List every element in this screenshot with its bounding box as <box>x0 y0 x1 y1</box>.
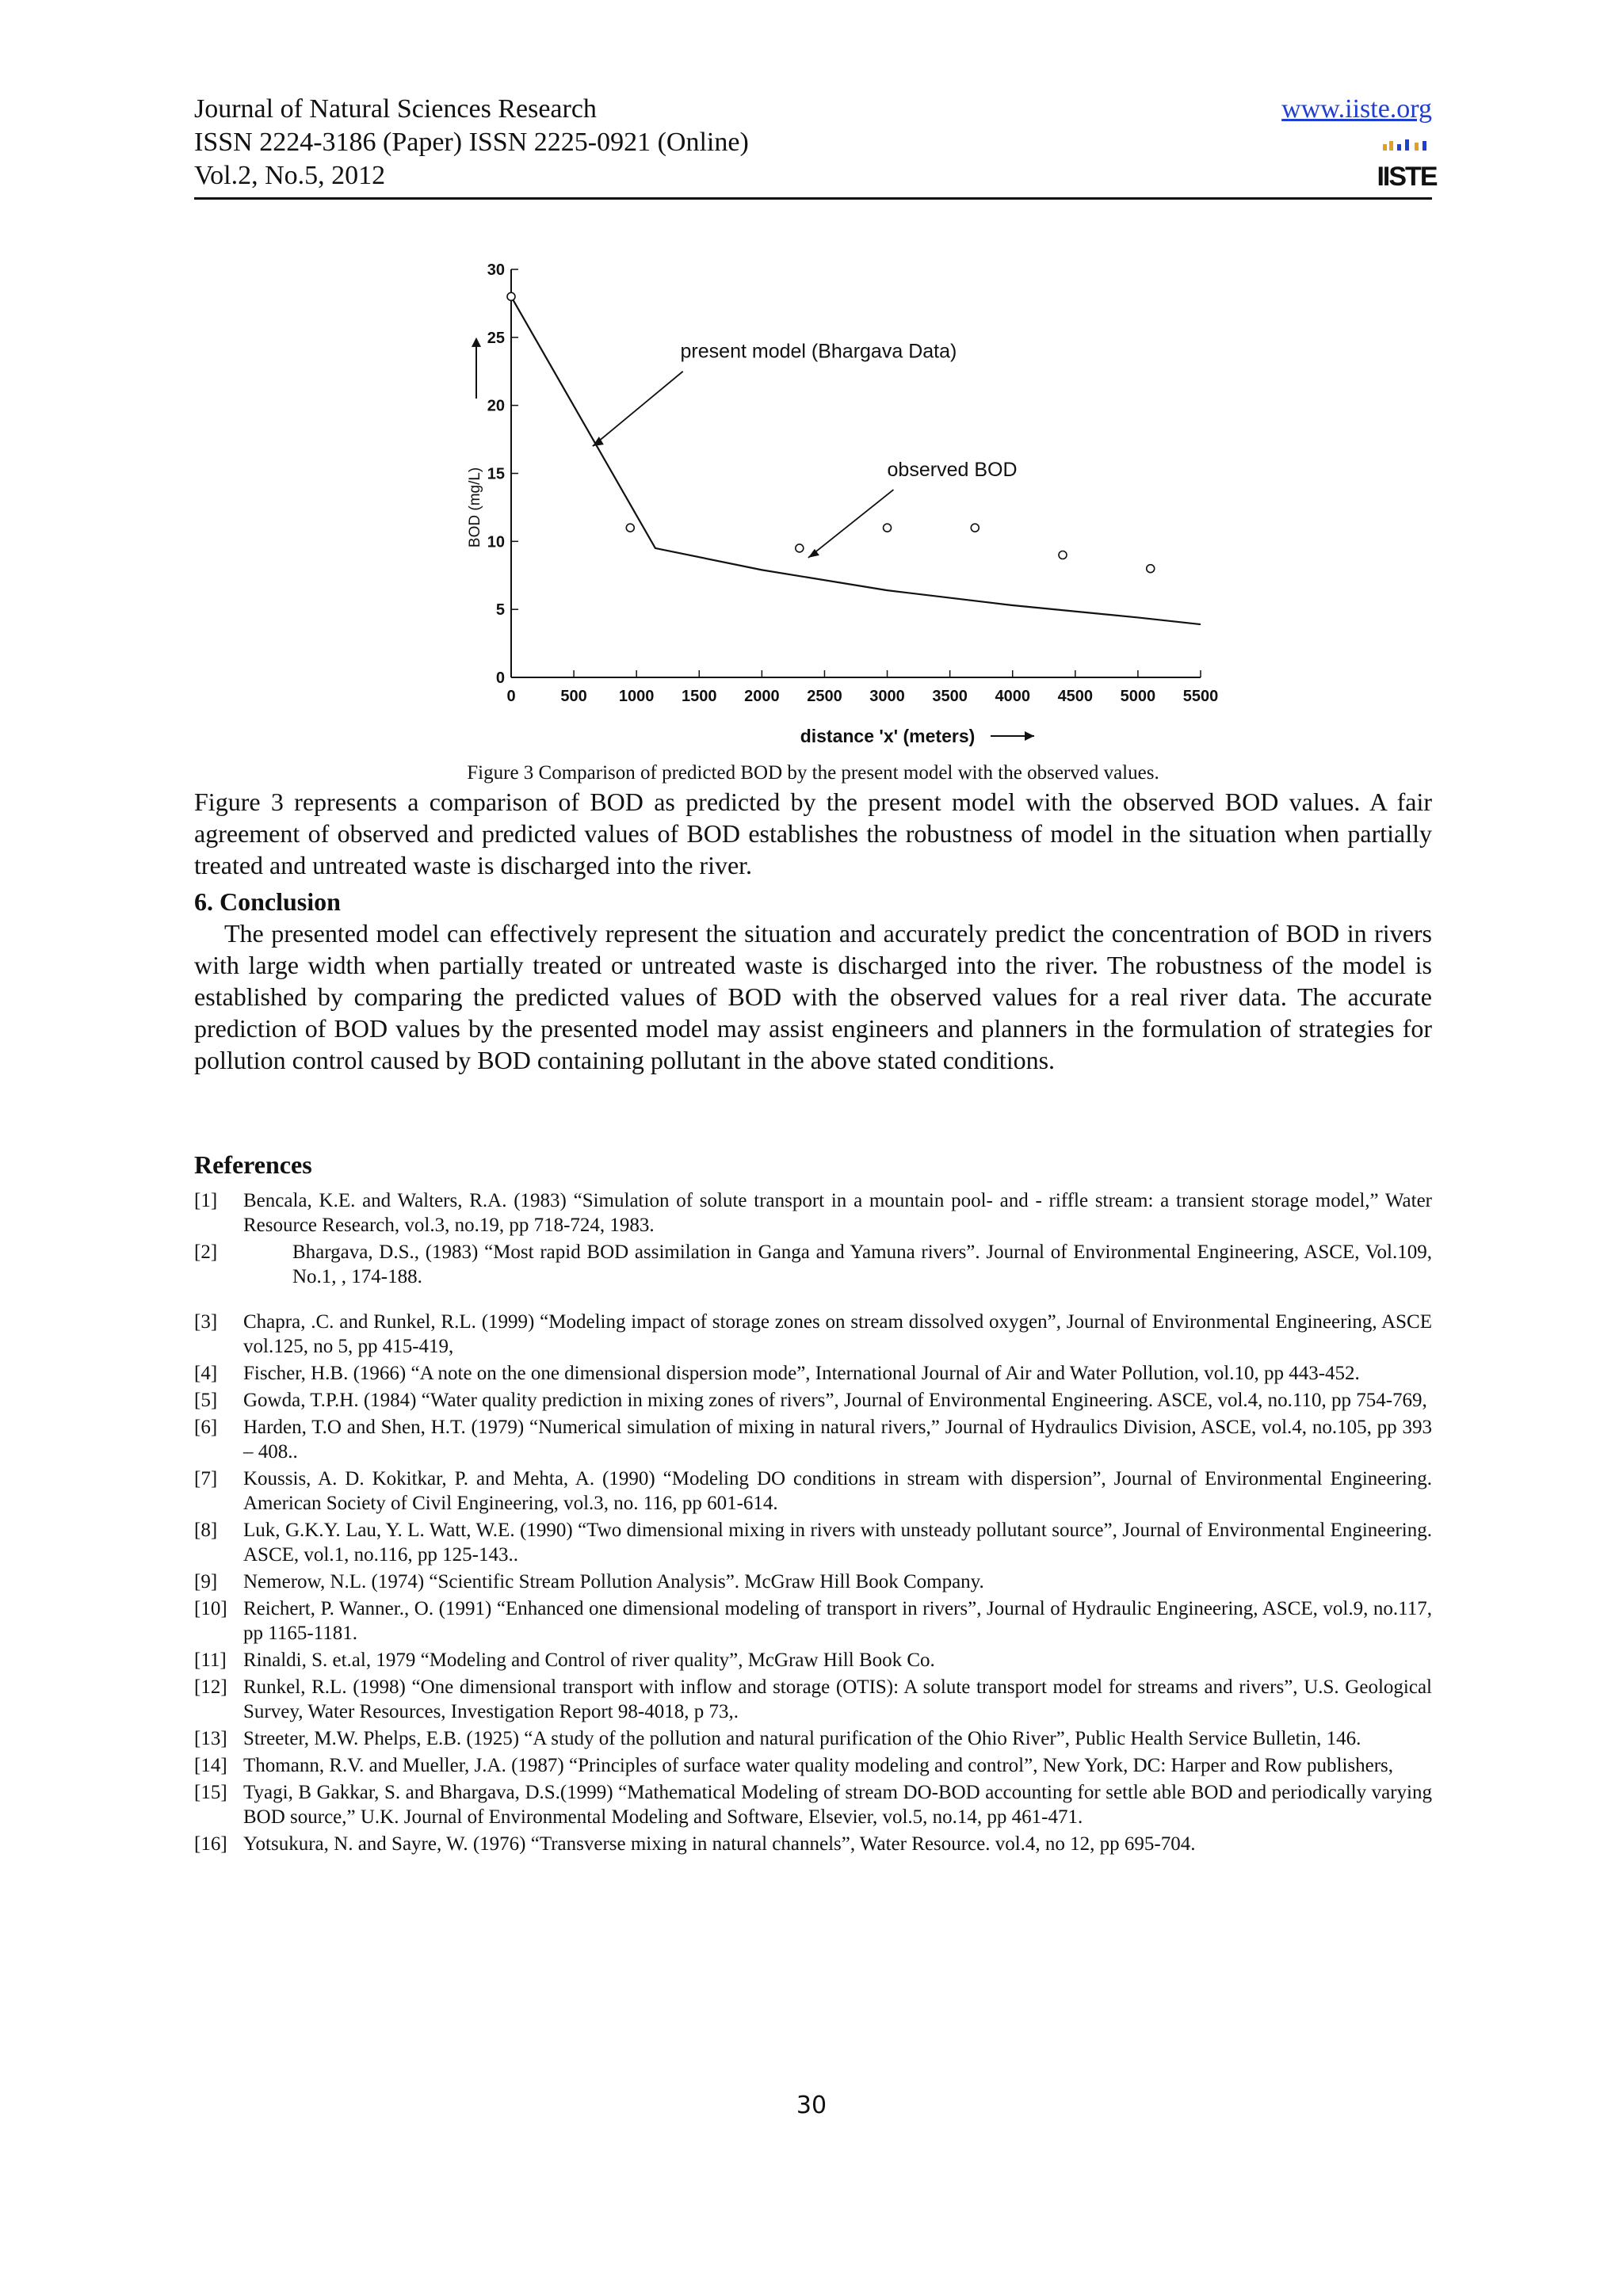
annotation-model-arrow <box>593 372 683 446</box>
y-tick-label: 10 <box>487 533 505 551</box>
x-tick-label: 3500 <box>932 688 968 705</box>
page-header <box>194 93 1437 196</box>
reference-text: Gowda, T.P.H. (1984) “Water quality prediction in mixing zones of rivers”, Journal of Environmental Engineering. ASCE, vol.4, no.110, pp 754-769, <box>243 1390 1427 1411</box>
reference-number: [4] <box>194 1363 218 1384</box>
reference-item <box>194 1240 1432 1289</box>
observed-point <box>1147 565 1155 573</box>
reference-text: Luk, G.K.Y. Lau, Y. L. Watt, W.E. (1990) “Two dimensional mixing in rivers with unsteady pollutant source”, Journal of Environmental Engineering. ASCE, vol.1, no.116, pp 125-143.. <box>243 1520 1432 1566</box>
volume-line: Vol.2, No.5, 2012 <box>194 161 386 190</box>
annotation-observed: observed BOD <box>887 458 1018 481</box>
y-tick-label: 0 <box>495 669 505 687</box>
reference-number: [5] <box>194 1390 218 1411</box>
conclusion-paragraph: The presented model can effectively represent the situation and accurately predict the concentration of BOD in rivers with large width when partially treated or untreated waste is discharged into the river. The robustness of the model is established by comparing the predicted values of BOD with the observed values for a real river data. The accurate prediction of BOD values by the presented model may assist engineers and planners in the formulation of strategies for pollution control caused by BOD containing pollutant in the above stated conditions. <box>194 919 1432 1074</box>
reference-number: [10] <box>194 1598 227 1619</box>
reference-item <box>194 1188 1432 1238</box>
x-tick-label: 2500 <box>807 688 842 705</box>
x-axis-arrowhead <box>1025 731 1034 741</box>
x-tick-label: 1500 <box>682 688 717 705</box>
x-axis-label: distance 'x' (meters) <box>800 726 976 746</box>
section-heading: 6. Conclusion <box>194 887 341 916</box>
reference-text: Tyagi, B Gakkar, S. and Bhargava, D.S.(1999) “Mathematical Modeling of stream DO-BOD accounting for settle able BOD and periodically varying BOD source,” U.K. Journal of Environmental Modeling and Software, Elsevier, vol.5, no.14, pp 461-471. <box>243 1782 1432 1828</box>
reference-list <box>194 1188 1432 1859</box>
reference-item <box>194 1518 1432 1567</box>
header-rule <box>194 197 1432 200</box>
reference-number: [16] <box>194 1833 227 1855</box>
reference-item <box>194 1675 1432 1724</box>
reference-text: Rinaldi, S. et.al, 1979 “Modeling and Control of river quality”, McGraw Hill Book Co. <box>243 1650 935 1671</box>
observed-point <box>971 524 979 532</box>
reference-item <box>194 1361 1432 1386</box>
page-number: 30 <box>796 2092 827 2119</box>
x-tick-label: 5500 <box>1182 688 1219 705</box>
observed-point <box>507 292 515 300</box>
y-axis-label: BOD (mg/L) <box>467 467 483 548</box>
y-tick-label: 5 <box>495 601 505 620</box>
y-axis-arrowhead <box>472 338 481 347</box>
observed-point <box>884 524 892 532</box>
annotation-observed-arrow <box>808 490 894 558</box>
reference-number: [2] <box>194 1241 218 1263</box>
y-tick-label: 30 <box>487 261 505 279</box>
reference-item <box>194 1753 1432 1778</box>
reference-text: Koussis, A. D. Kokitkar, P. and Mehta, A. (1990) “Modeling DO conditions in stream with dispersion”, Journal of Environmental Engineering. American Society of Civil Engineering, vol.3, no. 116, pp 601-614. <box>243 1468 1432 1514</box>
svg-text:IISTE: IISTE <box>1377 162 1437 192</box>
reference-number: [1] <box>194 1190 218 1211</box>
reference-number: [11] <box>194 1650 227 1671</box>
reference-item <box>194 1466 1432 1516</box>
reference-text: Runkel, R.L. (1998) “One dimensional transport with inflow and storage (OTIS): A solute transport model for streams and rivers”, U.S. Geological Survey, Water Resources, Investigation Report 98-4018, p 73,. <box>243 1676 1432 1722</box>
reference-item <box>194 1648 1432 1672</box>
x-tick-label: 0 <box>506 688 516 705</box>
reference-number: [3] <box>194 1311 218 1333</box>
reference-item <box>194 1310 1432 1359</box>
reference-item <box>194 1726 1432 1751</box>
x-tick-label: 4500 <box>1057 688 1094 705</box>
x-tick-label: 500 <box>560 688 587 705</box>
reference-number: [14] <box>194 1755 227 1776</box>
x-tick-label: 4000 <box>995 688 1030 705</box>
x-tick-label: 3000 <box>869 688 905 705</box>
chart-axes <box>511 269 1201 677</box>
reference-text: Reichert, P. Wanner., O. (1991) “Enhanced one dimensional modeling of transport in rivers”, Journal of Hydraulic Engineering, ASCE, vol.9, no.117, pp 1165-1181. <box>243 1598 1432 1644</box>
reference-number: [12] <box>194 1676 227 1698</box>
reference-item <box>194 1569 1432 1594</box>
journal-name: Journal of Natural Sciences Research <box>194 94 597 124</box>
reference-text: Bencala, K.E. and Walters, R.A. (1983) “Simulation of solute transport in a mountain pool- and - riffle stream: a transient storage model,” Water Resource Research, vol.3, no.19, pp 718-724, 1983. <box>243 1190 1432 1236</box>
reference-item <box>194 1388 1432 1413</box>
observed-point <box>1059 551 1067 559</box>
reference-text: Chapra, .C. and Runkel, R.L. (1999) “Modeling impact of storage zones on stream dissolved oxygen”, Journal of Environmental Engineering, ASCE vol.125, no 5, pp 415-419, <box>243 1311 1432 1357</box>
reference-text: Bhargava, D.S., (1983) “Most rapid BOD assimilation in Ganga and Yamuna rivers”. Journal of Environmental Engineering, ASCE, Vol.109, No.1, , 174-188. <box>292 1241 1432 1287</box>
y-tick-label: 25 <box>487 329 505 347</box>
x-tick-label: 2000 <box>744 688 780 705</box>
reference-number: [7] <box>194 1468 218 1489</box>
issn-line: ISSN 2224-3186 (Paper) ISSN 2225-0921 (Online) <box>194 128 749 157</box>
reference-item <box>194 1596 1432 1646</box>
reference-number: [9] <box>194 1571 218 1592</box>
reference-text: Harden, T.O and Shen, H.T. (1979) “Numerical simulation of mixing in natural rivers,” Journal of Hydraulics Division, ASCE, vol.4, no.105, pp 393 – 408.. <box>243 1417 1432 1463</box>
reference-item <box>194 1780 1432 1829</box>
reference-text: Nemerow, N.L. (1974) “Scientific Stream Pollution Analysis”. McGraw Hill Book Company. <box>243 1571 984 1592</box>
observed-point <box>626 524 634 532</box>
y-tick-label: 15 <box>487 465 505 483</box>
reference-item <box>194 1415 1432 1464</box>
references-heading: References <box>194 1150 312 1179</box>
x-tick-label: 5000 <box>1120 688 1156 705</box>
reference-item <box>194 1832 1432 1856</box>
reference-text: Yotsukura, N. and Sayre, W. (1976) “Transverse mixing in natural channels”, Water Resource. vol.4, no 12, pp 695-704. <box>243 1833 1196 1855</box>
reference-text: Fischer, H.B. (1966) “A note on the one dimensional dispersion mode”, International Journal of Air and Water Pollution, vol.10, pp 443-452. <box>243 1363 1360 1384</box>
reference-text: Thomann, R.V. and Mueller, J.A. (1987) “Principles of surface water quality modeling and control”, New York, DC: Harper and Row publishers, <box>243 1755 1394 1776</box>
reference-number: [8] <box>194 1520 218 1541</box>
reference-number: [15] <box>194 1782 227 1803</box>
reference-text: Streeter, M.W. Phelps, E.B. (1925) “A study of the pollution and natural purification of the Ohio River”, Public Health Service Bulletin, 146. <box>243 1728 1361 1749</box>
journal-url-link[interactable]: www.iiste.org <box>1281 94 1432 124</box>
bod-comparison-chart <box>444 246 1252 753</box>
y-tick-label: 20 <box>487 397 505 415</box>
results-paragraph: Figure 3 represents a comparison of BOD as predicted by the present model with the observed BOD values. A fair agreement of observed and predicted values of BOD establishes the robustness of model in the situation when partially treated and untreated waste is discharged into the river. <box>194 788 1432 879</box>
observed-point <box>796 544 804 552</box>
figure-caption: Figure 3 Comparison of predicted BOD by the present model with the observed values. <box>467 762 1159 784</box>
reference-number: [13] <box>194 1728 227 1749</box>
reference-number: [6] <box>194 1417 218 1438</box>
iiste-logo <box>1377 138 1437 192</box>
x-tick-label: 1000 <box>618 688 655 705</box>
annotation-model: present model (Bhargava Data) <box>680 340 957 363</box>
